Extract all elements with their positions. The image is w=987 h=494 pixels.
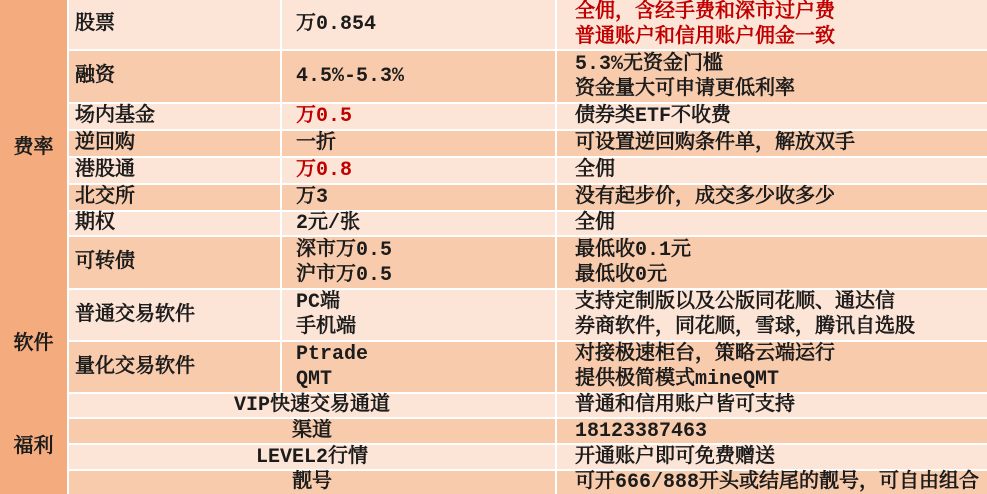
desc-text: 全佣 [575, 212, 615, 235]
item-label: 港股通 [75, 159, 135, 182]
desc-cell [557, 419, 987, 443]
item-cell [69, 131, 280, 156]
merged-item-cell [69, 445, 555, 469]
value-text: Ptrade [296, 343, 369, 366]
desc-text: 没有起步价，成交多少收多少 [575, 186, 835, 209]
value-text: 2元/张 [296, 212, 361, 235]
value-text: 万3 [296, 186, 329, 209]
desc-text: 对接极速柜台，策略云端运行 [575, 343, 835, 366]
desc-cell [557, 342, 987, 392]
item-label: 期权 [75, 212, 115, 235]
desc-text: 券商软件，同花顺，雪球，腾讯自选股 [575, 316, 915, 339]
value-text: 万0.8 [296, 159, 353, 182]
sidebar-label-software [0, 289, 67, 393]
value-text: 深市万0.5 [296, 238, 393, 262]
sidebar-label-text: 软件 [13, 333, 54, 356]
value-cell [282, 0, 555, 49]
desc-text: 全佣 [575, 159, 615, 182]
desc-cell [557, 0, 987, 49]
desc-text: 可开666/888开头或结尾的靓号，可自由组合 [575, 471, 980, 494]
desc-text: 全佣，含经手费和深市过户费 [575, 0, 835, 24]
item-label: 靓号 [292, 471, 332, 494]
merged-item-cell [69, 471, 555, 494]
value-cell [282, 342, 555, 392]
desc-text: 资金量大可申请更低利率 [575, 77, 795, 101]
sidebar-label-benefits [0, 393, 67, 494]
value-cell [282, 158, 555, 183]
item-label: 股票 [75, 13, 115, 36]
desc-text: 最低收0.1元 [575, 238, 692, 262]
desc-cell [557, 445, 987, 469]
value-cell [282, 237, 555, 288]
desc-cell [557, 158, 987, 183]
desc-cell [557, 51, 987, 102]
category-sidebar [0, 0, 67, 494]
item-cell [69, 290, 280, 340]
item-label: 逆回购 [75, 132, 135, 155]
value-text: 沪市万0.5 [296, 263, 393, 287]
value-cell [282, 51, 555, 102]
value-cell [282, 290, 555, 340]
desc-text: 债券类ETF不收费 [575, 105, 732, 128]
desc-cell [557, 104, 987, 129]
value-cell [282, 104, 555, 129]
desc-cell [557, 237, 987, 288]
item-label: 融资 [75, 65, 115, 88]
merged-item-cell [69, 419, 555, 443]
value-cell [282, 185, 555, 210]
desc-cell [557, 471, 987, 494]
value-text: QMT [296, 368, 333, 391]
value-text: 万0.854 [296, 13, 377, 36]
value-text: 4.5%-5.3% [296, 65, 405, 88]
item-label: 场内基金 [75, 105, 155, 128]
desc-cell [557, 131, 987, 156]
item-cell [69, 212, 280, 235]
desc-text: 开通账户即可免费赠送 [575, 445, 775, 469]
item-cell [69, 158, 280, 183]
item-label: 普通交易软件 [75, 303, 195, 327]
item-label: 量化交易软件 [75, 355, 195, 379]
item-label: 北交所 [75, 186, 135, 209]
desc-cell [557, 212, 987, 235]
sidebar-label-text: 福利 [13, 435, 54, 459]
merged-item-cell [69, 394, 555, 417]
value-text: 万0.5 [296, 105, 353, 128]
value-cell [282, 131, 555, 156]
item-cell [69, 237, 280, 288]
value-text: 手机端 [296, 316, 356, 339]
desc-text: 支持定制版以及公版同花顺、通达信 [575, 291, 895, 314]
value-text: 一折 [296, 132, 336, 155]
item-label: LEVEL2行情 [255, 445, 368, 469]
sidebar-label-fees [0, 0, 67, 289]
desc-cell [557, 185, 987, 210]
sidebar-label-text: 费率 [13, 136, 54, 160]
item-label: 可转债 [75, 251, 135, 274]
table-grid [69, 0, 987, 494]
desc-text: 普通账户和信用账户佣金一致 [575, 25, 835, 49]
item-label: 渠道 [292, 419, 332, 443]
desc-cell [557, 290, 987, 340]
item-cell [69, 185, 280, 210]
value-text: PC端 [296, 291, 341, 314]
item-cell [69, 342, 280, 392]
item-label: VIP快速交易通道 [233, 394, 390, 417]
desc-text: 最低收0元 [575, 263, 668, 287]
item-cell [69, 51, 280, 102]
item-cell [69, 104, 280, 129]
desc-text: 5.3%无资金门槛 [575, 52, 724, 76]
desc-text: 普通和信用账户皆可支持 [575, 394, 795, 417]
desc-cell [557, 394, 987, 417]
desc-text: 18123387463 [575, 419, 708, 443]
value-cell [282, 212, 555, 235]
item-cell [69, 0, 280, 49]
desc-text: 可设置逆回购条件单，解放双手 [575, 132, 855, 155]
desc-text: 提供极简模式mineQMT [575, 368, 780, 391]
